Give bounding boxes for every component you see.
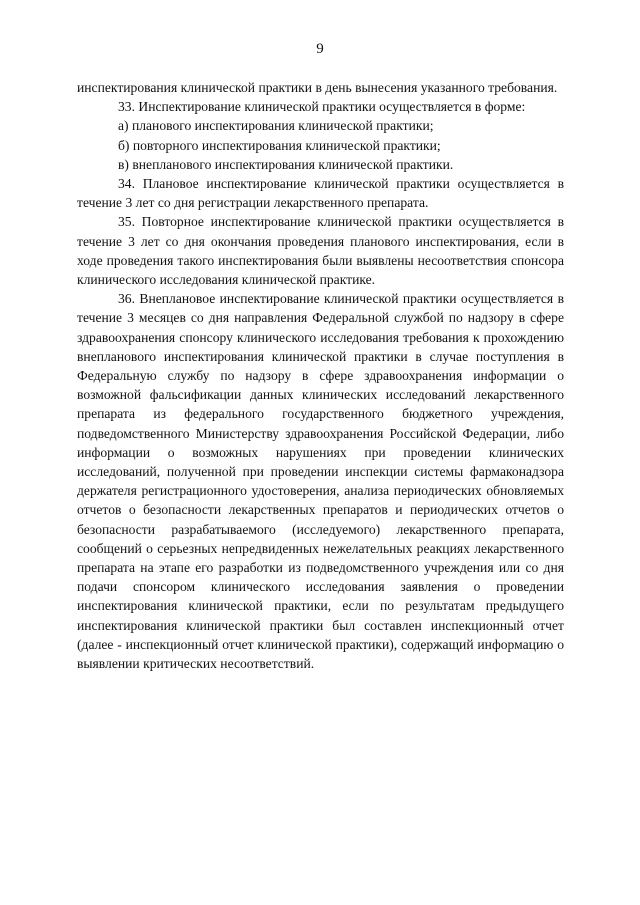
paragraph-continuation: инспектирования клинической практики в день вынесения указанного требования.	[77, 80, 558, 95]
page-number: 9	[316, 41, 324, 57]
paragraph-36: 36. Внеплановое инспектирование клинической практики осуществляется в течение 3 месяцев со дня направления Федеральной службой по надзору в сфере здравоохранения спонсору клинического исследования требования к прохождению внепланового инспектирования клинической практики в случае поступления в Федеральную службу по надзору в сфере здравоохранения информации о возможной фальсификации данных клинических исследований лекарственного препарата из федерального государственного бюджетного учреждения, подведомственного Министерству здравоохранения Российской Федерации, либо информации о возможных нарушениях при проведении клинических исследований, полученной при проведении инспекции системы фармаконадзора держателя регистрационного удостоверения, анализа периодических обновляемых отчетов о безопасности лекарственных препаратов и периодических отчетов о безопасности разрабатываемого (исследуемого) лекарственного препарата, сообщений о серьезных непредвиденных нежелательных реакциях лекарственного препарата на этапе его разработки из подведомственного учреждения или со дня подачи спонсором клинического исследования заявления о проведении инспектирования клинической практики, если по результатам предыдущего инспектирования клинической практики был составлен инспекционный отчет (далее - инспекционный отчет клинической практики), содержащий информацию о выявлении критических несоответствий.	[77, 291, 564, 672]
list-item-a: а) планового инспектирования клинической практики;	[118, 118, 434, 134]
list-item-b: б) повторного инспектирования клинической практики;	[118, 137, 441, 153]
document-body	[77, 78, 564, 673]
paragraph-33: 33. Инспектирование клинической практики осуществляется в форме:	[118, 99, 526, 115]
paragraph-35: 35. Повторное инспектирование клинической практики осуществляется в течение 3 лет со дня окончания проведения планового инспектирования, если в ходе проведения такого инспектирования были выявлены несоответствия спонсора клинического исследования клинической практике.	[77, 214, 564, 288]
list-item-v: в) внепланового инспектирования клинической практики.	[118, 156, 454, 172]
paragraph-34: 34. Плановое инспектирование клинической практики осуществляется в течение 3 лет со дня регистрации лекарственного препарата.	[77, 176, 564, 211]
